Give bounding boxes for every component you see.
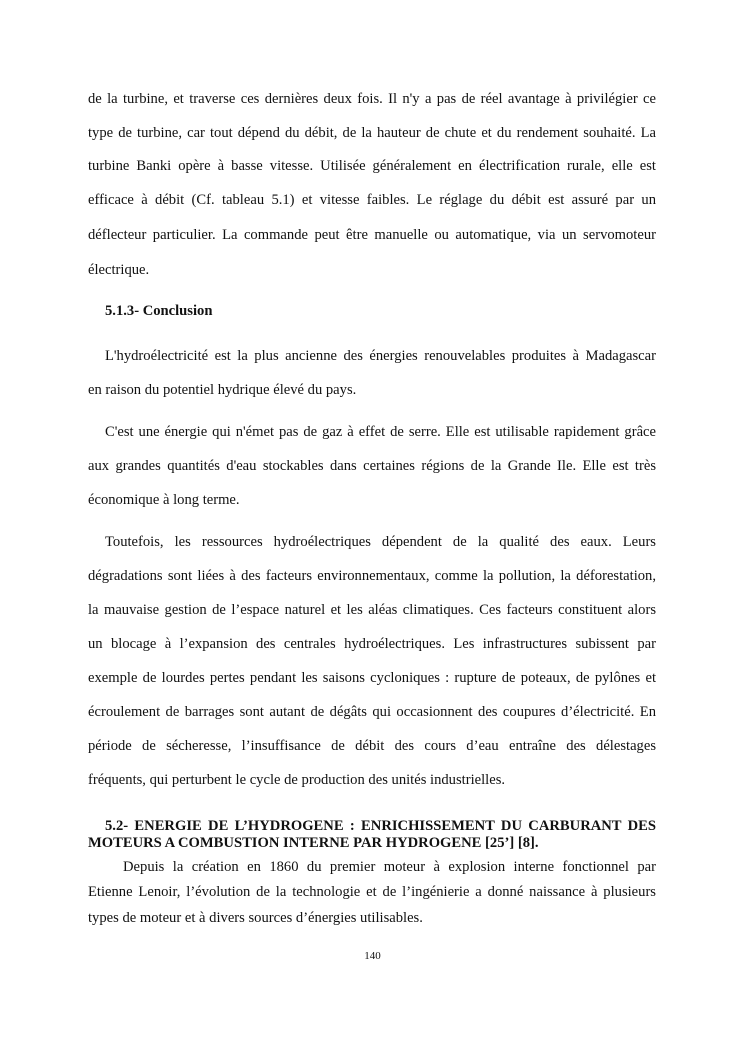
text-line: économique à long terme. [88,492,240,508]
text-line: efficace à débit (Cf. tableau 5.1) et vitesse faibles. Le réglage du débit est assuré par un [88,192,656,208]
text-line: type de turbine, car tout dépend du débit, de la hauteur de chute et du rendement souhaité. La [88,125,656,141]
text-line: turbine Banki opère à basse vitesse. Utilisée généralement en électrification rurale, elle est [88,158,656,174]
text-line: aux grandes quantités d'eau stockables dans certaines régions de la Grande Ile. Elle est très [88,458,656,474]
text-line: de la turbine, et traverse ces dernières deux fois. Il n'y a pas de réel avantage à privilégier ce [88,91,656,107]
text-line: Etienne Lenoir, l’évolution de la technologie et de l’ingénierie a donné naissance à plusieurs [88,884,656,900]
text-line: Depuis la création en 1860 du premier moteur à explosion interne fonctionnel par [123,859,656,875]
text-line: électrique. [88,262,150,278]
text-line: en raison du potentiel hydrique élevé du pays. [88,382,357,398]
text-line: types de moteur et à divers sources d’énergies utilisables. [88,910,423,926]
text-line: dégradations sont liées à des facteurs environnementaux, comme la pollution, la déforestation, [88,568,656,584]
page-number: 140 [364,950,381,962]
text-line: période de sécheresse, l’insuffisance de débit des cours d’eau entraîne des délestages [88,738,656,754]
section-heading-conclusion: 5.1.3- Conclusion [105,303,213,319]
text-line: L'hydroélectricité est la plus ancienne des énergies renouvelables produites à Madagascar [105,348,656,364]
heading-line: MOTEURS A COMBUSTION INTERNE PAR HYDROGENE [25’] [8]. [88,835,539,851]
text-line: exemple de lourdes pertes pendant les saisons cycloniques : rupture de poteaux, de pylônes et [88,670,656,686]
text-line: C'est une énergie qui n'émet pas de gaz à effet de serre. Elle est utilisable rapidement grâce [105,424,656,440]
text-line: la mauvaise gestion de l’espace naturel et les aléas climatiques. Ces facteurs constituent alors [88,602,656,618]
text-line: déflecteur particulier. La commande peut être manuelle ou automatique, via un servomoteur [88,227,656,243]
text-line: un blocage à l’expansion des centrales hydroélectriques. Les infrastructures subissent par [88,636,656,652]
heading-line: 5.2- ENERGIE DE L’HYDROGENE : ENRICHISSEMENT DU CARBURANT DES [105,818,656,834]
text-line: fréquents, qui perturbent le cycle de production des unités industrielles. [88,772,506,788]
text-line: Toutefois, les ressources hydroélectriques dépendent de la qualité des eaux. Leurs [105,534,656,550]
text-line: écroulement de barrages sont autant de dégâts qui occasionnent des coupures d’électricité. En [88,704,656,720]
